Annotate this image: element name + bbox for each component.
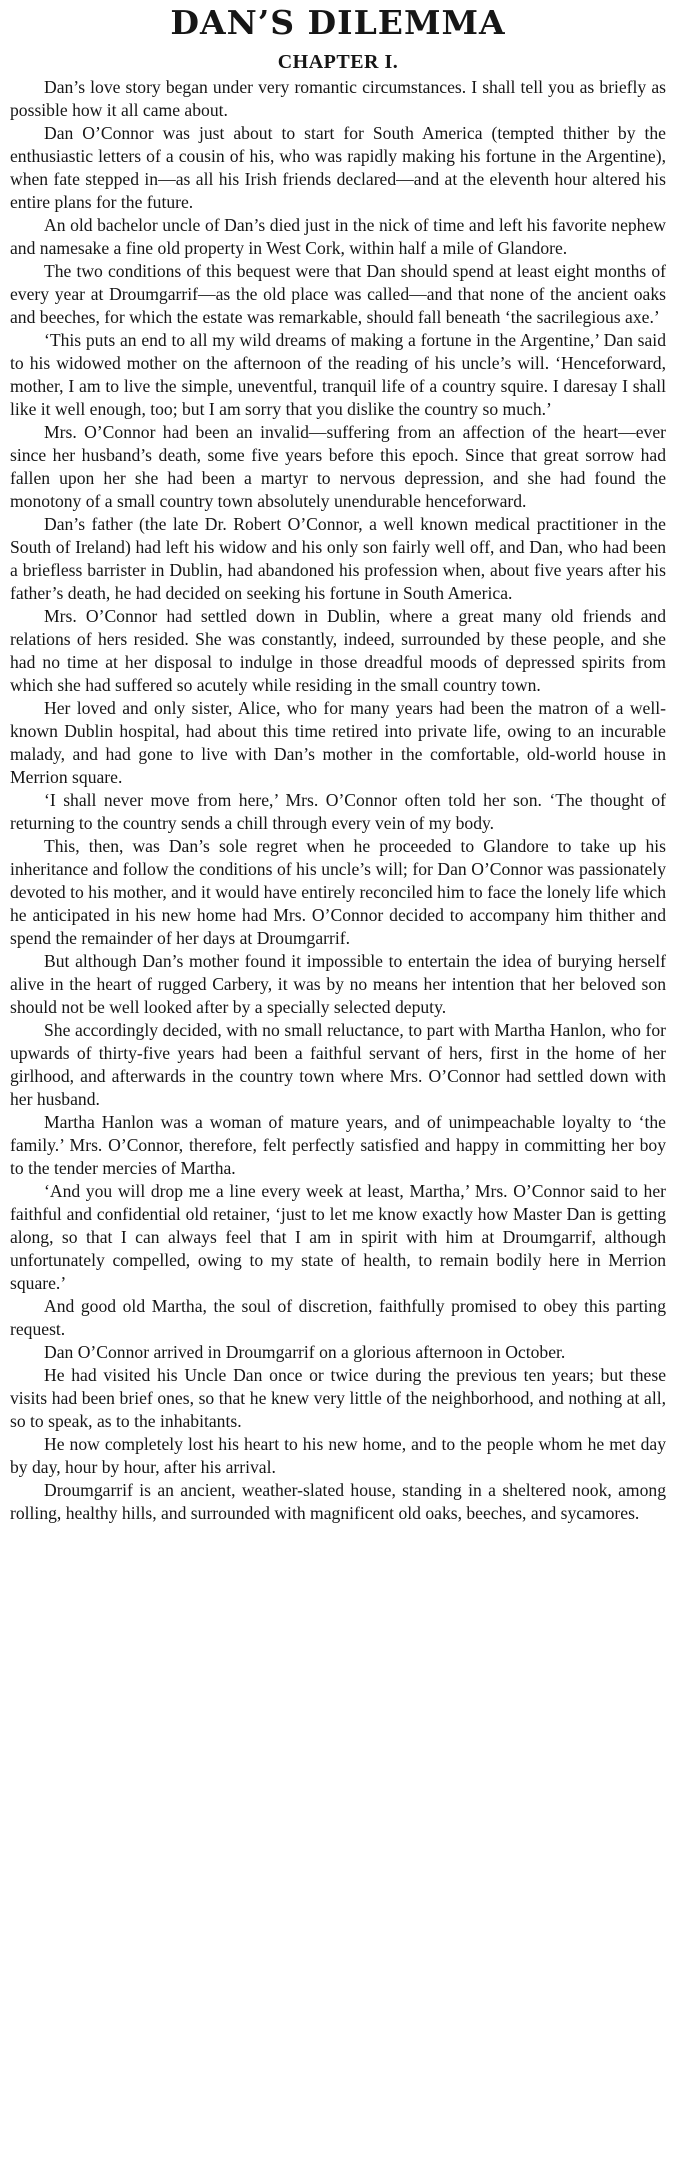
paragraph: But although Dan’s mother found it impossible to entertain the idea of burying herself alive in the heart of rugged Carbery, it was by no means her intention that her beloved son should not be well looked after by a specially selected deputy. bbox=[10, 951, 666, 1017]
paragraph: She accordingly decided, with no small reluctance, to part with Martha Hanlon, who for upwards of thirty-five years had been a faithful servant of hers, first in the home of her girlhood, and afterwards in the country town where Mrs. O’Connor had settled down with her husband. bbox=[10, 1020, 666, 1109]
story-title: DAN’S DILEMMA bbox=[170, 3, 506, 42]
paragraph: He had visited his Uncle Dan once or twice during the previous ten years; but these visits had been brief ones, so that he knew very little of the neighborhood, and nothing at all, so to speak, as to the inhabitants. bbox=[10, 1365, 666, 1431]
paragraph: This, then, was Dan’s sole regret when he proceeded to Glandore to take up his inheritance and follow the conditions of his uncle’s will; for Dan O’Connor was passionately devoted to his mother, and it would have entirely reconciled him to face the lonely life which he anticipated in his new home had Mrs. O’Connor decided to accompany him thither and spend the remainder of her days at Droumgarrif. bbox=[10, 836, 666, 948]
paragraph: Her loved and only sister, Alice, who for many years had been the matron of a well-known Dublin hospital, had about this time retired into private life, owing to an incurable malady, and had gone to live with Dan’s mother in the comfortable, old-world house in Merrion square. bbox=[10, 698, 666, 787]
paragraph: Martha Hanlon was a woman of mature years, and of unimpeachable loyalty to ‘the family.’ Mrs. O’Connor, therefore, felt perfectly satisfied and happy in committing her boy to the tender mercies of Martha. bbox=[10, 1112, 666, 1178]
paragraph: And good old Martha, the soul of discretion, faithfully promised to obey this parting request. bbox=[10, 1296, 666, 1339]
chapter-heading: CHAPTER I. bbox=[277, 51, 399, 73]
paragraph: Dan O’Connor arrived in Droumgarrif on a glorious afternoon in October. bbox=[44, 1342, 566, 1362]
paragraph: ‘And you will drop me a line every week at least, Martha,’ Mrs. O’Connor said to her faithful and confidential old retainer, ‘just to let me know exactly how Master Dan is getting along, so that I can always feel that I am in spirit with him at Droumgarrif, although unfortunately compelled, owing to my state of health, to remain bodily here in Merrion square.’ bbox=[10, 1181, 666, 1293]
paragraph: ‘I shall never move from here,’ Mrs. O’Connor often told her son. ‘The thought of returning to the country sends a chill through every vein of my body. bbox=[10, 790, 666, 833]
paragraph: An old bachelor uncle of Dan’s died just in the nick of time and left his favorite nephew and namesake a fine old property in West Cork, within half a mile of Glandore. bbox=[10, 215, 666, 258]
paragraph: Dan’s father (the late Dr. Robert O’Connor, a well known medical practitioner in the South of Ireland) had left his widow and his only son fairly well off, and Dan, who had been a briefless barrister in Dublin, had abandoned his profession when, about five years after his father’s death, he had decided on seeking his fortune in South America. bbox=[10, 514, 666, 603]
paragraph: He now completely lost his heart to his new home, and to the people whom he met day by day, hour by hour, after his arrival. bbox=[10, 1434, 666, 1477]
paragraph: Droumgarrif is an ancient, weather-slated house, standing in a sheltered nook, among rolling, healthy hills, and surrounded with magnificent old oaks, beeches, and sycamores. bbox=[10, 1480, 666, 1523]
paragraph: Dan O’Connor was just about to start for South America (tempted thither by the enthusiastic letters of a cousin of his, who was rapidly making his fortune in the Argentine), when fate stepped in—as all his Irish friends declared—and at the eleventh hour altered his entire plans for the future. bbox=[10, 123, 666, 212]
paragraph: Mrs. O’Connor had been an invalid—suffering from an affection of the heart—ever since her husband’s death, some five years before this epoch. Since that great sorrow had fallen upon her she had been a martyr to nervous depression, and she had found the monotony of a small country town absolutely unendurable henceforward. bbox=[10, 422, 666, 511]
story-body bbox=[10, 76, 666, 1525]
paragraph: ‘This puts an end to all my wild dreams of making a fortune in the Argentine,’ Dan said to his widowed mother on the afternoon of the reading of his uncle’s will. ‘Henceforward, mother, I am to live the simple, uneventful, tranquil life of a country squire. I daresay I shall like it well enough, too; but I am sorry that you dislike the country so much.’ bbox=[10, 330, 666, 419]
paragraph: The two conditions of this bequest were that Dan should spend at least eight months of every year at Droumgarrif—as the old place was called—and that none of the ancient oaks and beeches, for which the estate was remarkable, should fall beneath ‘the sacrilegious axe.’ bbox=[10, 261, 666, 327]
paragraph: Dan’s love story began under very romantic circumstances. I shall tell you as briefly as possible how it all came about. bbox=[10, 77, 666, 120]
paragraph: Mrs. O’Connor had settled down in Dublin, where a great many old friends and relations of hers resided. She was constantly, indeed, surrounded by these people, and she had no time at her disposal to indulge in those dreadful moods of depressed spirits from which she had suffered so acutely while residing in the small country town. bbox=[10, 606, 666, 695]
